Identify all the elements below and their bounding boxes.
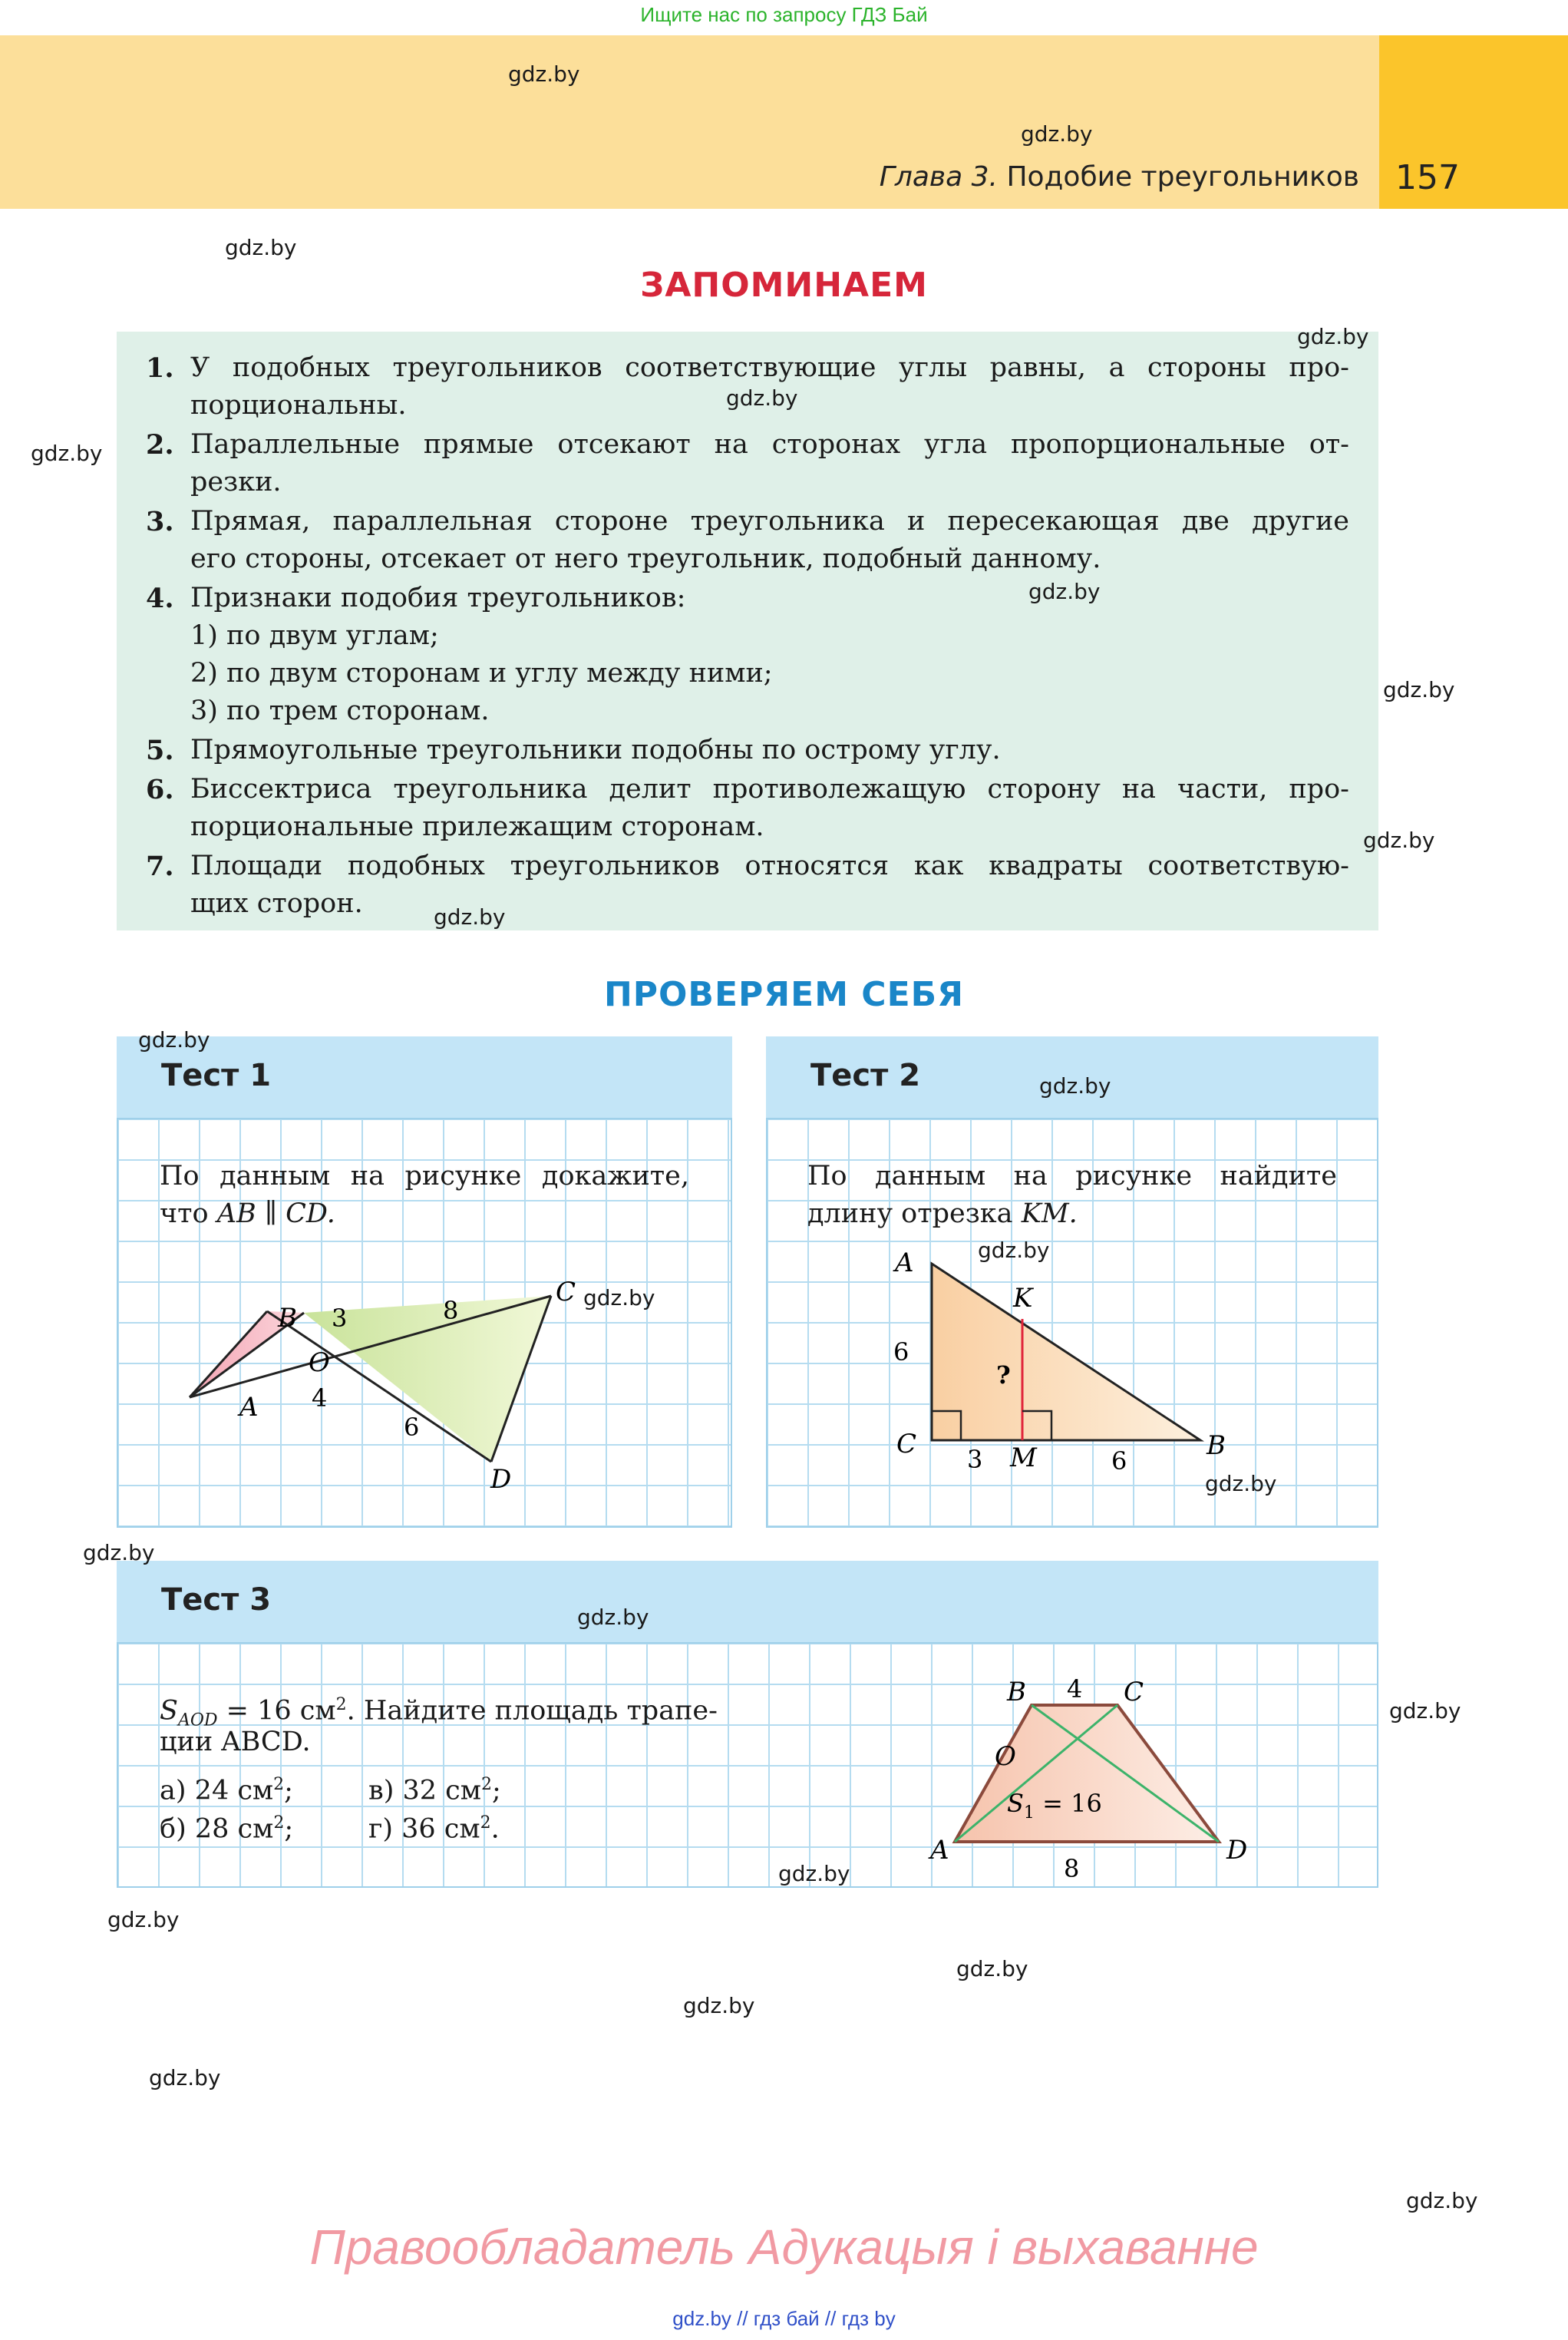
option-v-label: в) [368,1775,394,1806]
test2-text-expr: KM. [1021,1198,1078,1229]
s1-value: = 16 [1034,1789,1102,1818]
chapter-title [880,161,1359,193]
watermark: gdz.by [978,1238,1050,1263]
rule-number: 5. [146,735,174,766]
watermark: gdz.by [1363,828,1435,853]
rule-line: Признаки подобия треугольников: [190,583,686,613]
option-a-value: 24 см [194,1775,274,1806]
watermark: gdz.by [508,61,580,87]
label-m: M [1010,1443,1037,1473]
s1-sub: 1 [1023,1803,1035,1823]
option-v-value: 32 см [402,1775,481,1806]
test2-title: Тест 2 [810,1058,921,1093]
watermark: gdz.by [31,441,103,466]
watermark: gdz.by [683,1993,755,2018]
trapezoid-abcd [955,1705,1219,1842]
rule-item [146,426,1351,501]
test2-text-prefix: длину отрезка [807,1198,1013,1229]
rule-item [146,503,1351,578]
watermark: gdz.by [1383,677,1455,702]
rule-item [146,771,1351,846]
bottom-links[interactable]: gdz.by // гдз бай // гдз by [672,2307,896,2330]
test3-rest: . Найдите площадь трапе- [346,1695,718,1727]
label-a: A [930,1835,949,1866]
value-ad: 8 [1064,1854,1080,1883]
rule-line: его стороны, отсекает от него треугольник, подобный данному. [190,544,1101,574]
label-c: C [1124,1677,1144,1707]
watermark: gdz.by [225,235,297,260]
option-b-sup: 2 [273,1813,285,1833]
label-b: B [1007,1677,1026,1707]
label-d: D [1226,1835,1248,1866]
label-c: C [896,1429,917,1459]
label-o: O [995,1741,1016,1772]
value-od: 6 [404,1413,420,1442]
test3-option-v [368,1766,501,1810]
rule-number: 1. [146,352,174,384]
test2-figure [766,1118,1378,1528]
option-a-sup: 2 [273,1775,285,1794]
watermark: gdz.by [1039,1073,1111,1099]
test3-s: S [160,1695,178,1727]
test1-text-expr: AB ∥ CD. [216,1198,335,1229]
rule-line: Прямоугольные треугольники подобны по острому углу. [190,735,1001,765]
value-s1 [1007,1789,1102,1823]
value-oc: 8 [443,1296,459,1325]
option-g-end: . [490,1813,500,1845]
watermark: gdz.by [726,385,798,411]
option-v-end: ; [492,1775,501,1806]
value-ao: 4 [312,1383,328,1413]
watermark: gdz.by [107,1907,180,1932]
option-v-sup: 2 [481,1775,492,1794]
watermark: gdz.by [583,1285,655,1310]
rule-number: 6. [146,774,174,805]
test3-figure [884,1642,1375,1888]
rule-item [146,848,1351,923]
copyright-notice: Правообладатель Адукацыя і выхаванне [309,2219,1259,2275]
watermark: gdz.by [1205,1471,1277,1496]
option-b-value: 28 см [194,1813,274,1845]
triangle-acb [932,1264,1200,1440]
chapter-name: Подобие треугольников [1006,161,1359,193]
watermark: gdz.by [956,1956,1028,1981]
option-b-label: б) [160,1813,187,1845]
option-g-sup: 2 [480,1813,491,1833]
label-b: B [1207,1430,1226,1461]
rule-line: Биссектриса треугольника делит противолежащую сторону на части, про- [190,774,1349,805]
watermark: gdz.by [1021,121,1093,147]
watermark: gdz.by [149,2065,221,2090]
rule-item [146,580,1351,730]
test3-header [117,1561,1378,1642]
watermark: gdz.by [1406,2188,1478,2213]
side-ab [190,1311,267,1397]
watermark: gdz.by [138,1027,210,1053]
value-ac: 6 [893,1337,909,1367]
s1-letter: S [1007,1789,1024,1818]
option-g-label: г) [368,1813,393,1845]
label-a: A [895,1248,914,1278]
value-cm: 3 [967,1445,983,1474]
rule-line: У подобных треугольников соответствующие углы равны, а стороны про- [190,352,1349,383]
label-d: D [490,1464,512,1495]
page-number: 157 [1395,158,1460,197]
watermark: gdz.by [778,1861,850,1886]
label-o: O [309,1347,330,1378]
test1-text-line1: По данным на рисунке докажите, [160,1161,689,1191]
watermark: gdz.by [1028,579,1101,604]
option-g-value: 36 см [401,1813,480,1845]
test3-option-a [160,1766,293,1810]
label-a: A [239,1392,259,1423]
label-k: K [1013,1283,1033,1314]
test3-option-g [368,1804,500,1849]
rule-number: 3. [146,506,174,537]
test3-title: Тест 3 [161,1582,272,1618]
check-title: ПРОВЕРЯЕМ СЕБЯ [603,975,965,1014]
option-b-end: ; [284,1813,294,1845]
test3-eq: = 16 см [217,1695,336,1727]
top-search-link[interactable]: Ищите нас по запросу ГДЗ Бай [640,3,928,26]
test3-eq-sup: 2 [335,1695,347,1714]
rule-item [146,732,1351,769]
rule-line: Прямая, параллельная стороне треугольника и пересекающая две другие [190,506,1349,537]
label-b: B [278,1303,297,1334]
test3-text-line2: ции ABCD. [160,1727,311,1757]
option-a-end: ; [284,1775,293,1806]
value-bo: 3 [332,1304,348,1333]
rule-line: 2) по двум сторонам и углу между ними; [190,658,773,689]
rule-line: 1) по двум углам; [190,620,439,651]
test3-s-sub: AOD [177,1710,218,1730]
test3-option-b [160,1804,293,1849]
rule-line: порциональны. [190,390,407,421]
test1-figure [117,1118,732,1528]
test1-text-prefix: что [160,1198,209,1229]
rule-number: 7. [146,851,174,882]
rule-line: Параллельные прямые отсекают на сторонах угла пропорциональные от- [190,429,1349,460]
value-mb: 6 [1111,1446,1127,1476]
value-km: ? [996,1360,1011,1390]
value-bc: 4 [1067,1674,1083,1704]
remember-title: ЗАПОМИНАЕМ [640,266,928,305]
label-c: C [556,1277,576,1307]
rule-line: щих сторон. [190,888,363,919]
watermark: gdz.by [1389,1698,1461,1724]
watermark: gdz.by [1297,324,1369,349]
rule-number: 4. [146,583,174,614]
rule-line: Площади подобных треугольников относятся как квадраты соответствую- [190,851,1349,881]
test1-title: Тест 1 [161,1058,272,1093]
rule-number: 2. [146,429,174,461]
chapter-prefix: Глава 3. [879,161,998,193]
option-a-label: а) [160,1775,187,1806]
watermark: gdz.by [83,1540,155,1565]
watermark: gdz.by [577,1605,649,1630]
watermark: gdz.by [434,904,506,930]
test2-text-line1: По данным на рисунке найдите [807,1161,1337,1191]
rule-line: 3) по трем сторонам. [190,696,490,726]
rule-line: резки. [190,467,282,497]
rule-line: порциональные прилежащим сторонам. [190,811,764,842]
